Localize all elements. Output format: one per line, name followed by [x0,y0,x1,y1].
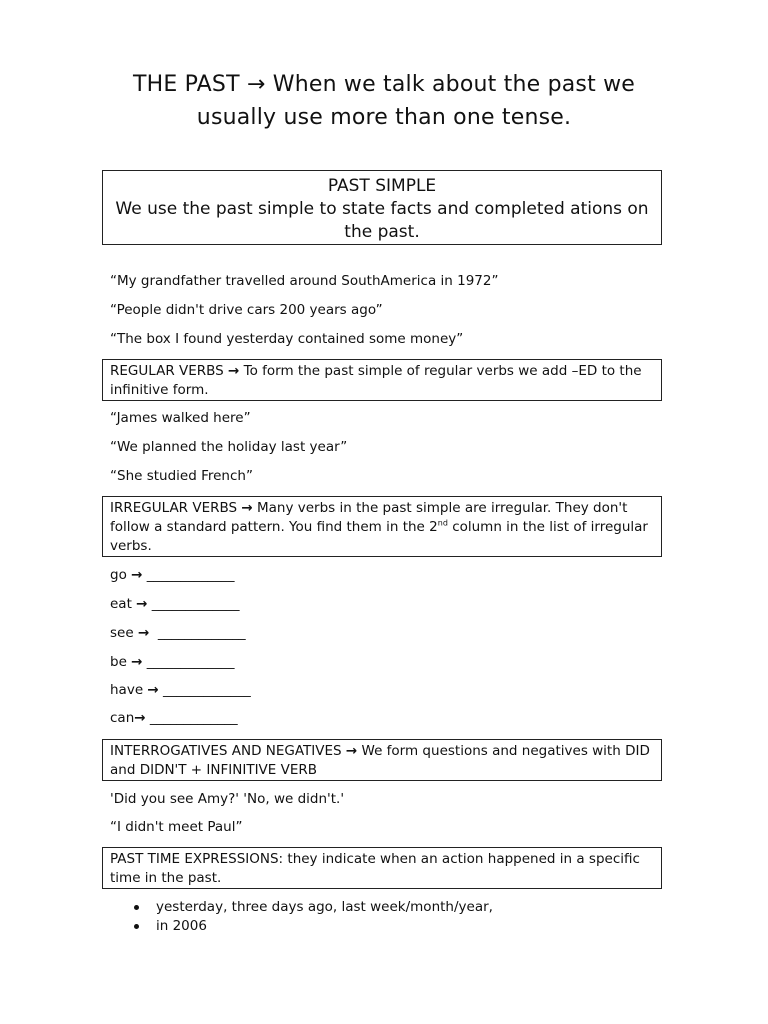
answer-blank[interactable]: _____________ [146,567,235,583]
arrow-icon: → [134,710,146,726]
exercise-row [110,624,246,642]
example-sentence: “I didn't meet Paul” [110,819,243,835]
past-simple-box [102,170,662,245]
example-sentence: “The box I found yesterday contained some money” [110,331,464,347]
interrogatives-text: We form questions and negatives with DID and DIDN'T + INFINITIVE VERB [110,743,650,778]
interrogatives-label: INTERROGATIVES AND NEGATIVES [110,743,342,759]
answer-blank[interactable]: _____________ [157,625,246,641]
irregular-verbs-text-end: column in the list of irregular verbs. [110,519,648,554]
arrow-icon: → [131,567,143,583]
ordinal-suffix: nd [437,518,448,528]
time-expressions-box [102,847,662,889]
exercise-row [110,709,238,727]
example-sentence: “We planned the holiday last year” [110,439,348,455]
arrow-icon: → [137,625,150,641]
page-title [0,68,768,134]
regular-verbs-text: To form the past simple of regular verbs we add –ED to the infinitive form. [110,363,642,398]
arrow-icon: → [241,500,253,516]
arrow-icon: → [147,682,159,698]
list-item: in 2006 [110,917,493,936]
irregular-verbs-box [102,496,662,557]
answer-blank[interactable]: _____________ [146,654,235,670]
exercise-verb: be [110,654,127,670]
past-simple-description: We use the past simple to state facts and completed ations on the past. [115,199,649,242]
exercise-verb: can [110,710,135,726]
regular-verbs-box [102,359,662,401]
title-line-2: usually use more than one tense. [196,105,572,130]
arrow-icon: → [131,654,143,670]
example-sentence: “My grandfather travelled around SouthAmerica in 1972” [110,273,499,289]
arrow-icon: → [345,743,358,759]
list-item: yesterday, three days ago, last week/month/year, [110,898,493,917]
regular-verbs-label: REGULAR VERBS [110,363,224,379]
title-line-1: THE PAST → When we talk about the past we [132,72,636,97]
example-sentence: “She studied French” [110,468,253,484]
exercise-row [110,653,235,671]
interrogatives-box [102,739,662,781]
past-simple-heading: PAST SIMPLE [327,176,437,196]
exercise-verb: see [110,625,134,641]
example-sentence: “James walked here” [110,410,251,426]
exercise-verb: eat [110,596,132,612]
exercise-verb: go [110,567,127,583]
exercise-row [110,681,251,699]
exercise-row [110,595,240,613]
example-sentence: “People didn't drive cars 200 years ago” [110,302,383,318]
arrow-icon: → [136,596,148,612]
exercise-verb: have [110,682,144,698]
irregular-verbs-text: Many verbs in the past simple are irregular. They don't follow a standard pattern. You find them in the 2 [110,500,628,535]
answer-blank[interactable]: _____________ [151,596,240,612]
arrow-icon: → [228,363,240,379]
time-expressions-text: PAST TIME EXPRESSIONS: they indicate when an action happened in a specific time in the past. [110,851,640,886]
answer-blank[interactable]: _____________ [149,710,238,726]
time-expressions-list [110,898,493,936]
answer-blank[interactable]: _____________ [163,682,251,698]
exercise-row [110,566,235,584]
example-sentence: 'Did you see Amy?' 'No, we didn't.' [110,791,345,807]
irregular-verbs-label: IRREGULAR VERBS [110,500,238,516]
